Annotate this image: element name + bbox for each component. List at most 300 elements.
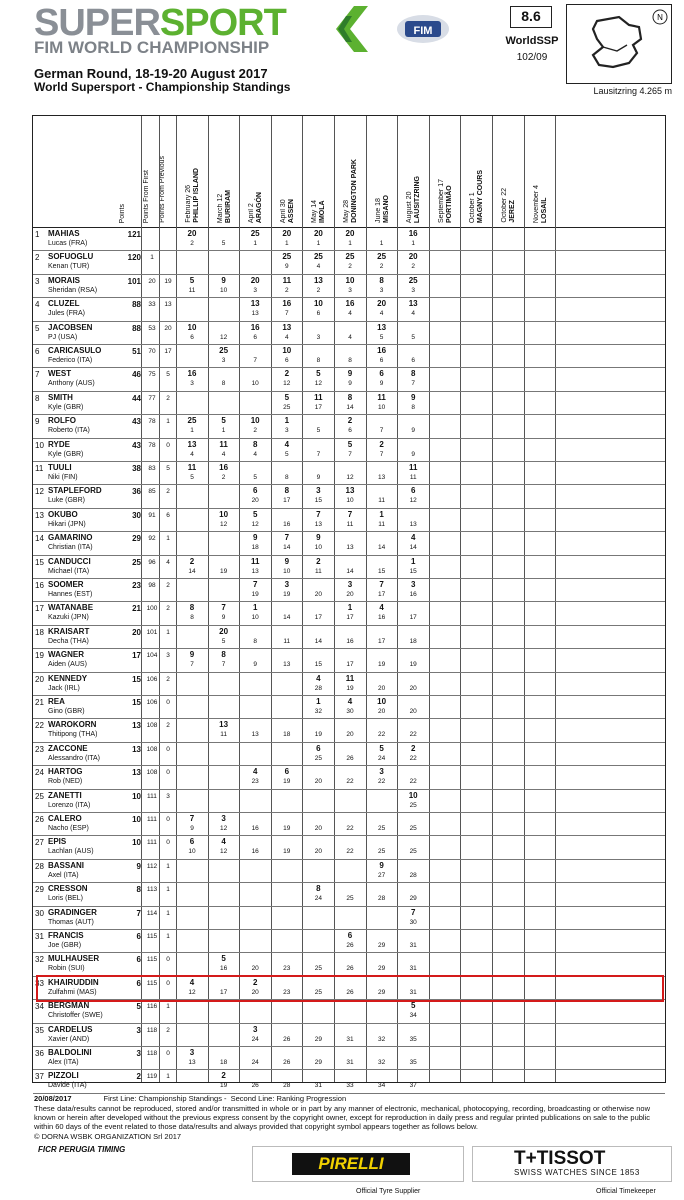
rider-surname: CALERO: [48, 814, 82, 823]
race-points: 9: [252, 533, 258, 543]
race-points: 5: [189, 275, 195, 285]
rider-points: 7: [136, 908, 141, 918]
rider-surname: KENNEDY: [48, 673, 88, 683]
points-from-first: 114: [146, 909, 158, 917]
race-ranking: 17: [346, 614, 354, 622]
race-ranking: 24: [314, 895, 322, 903]
race-ranking: 29: [314, 1035, 322, 1043]
race-points: 7: [410, 907, 416, 917]
race-ranking: 23: [283, 988, 291, 996]
race-header: May 14 IMOLA: [311, 200, 327, 223]
race-ranking: 19: [283, 848, 291, 856]
race-points: 1: [379, 509, 384, 519]
table-row: [33, 462, 665, 485]
points-from-first: 106: [146, 675, 158, 683]
points-from-first: 111: [147, 839, 157, 847]
rider-firstname-nation: Alessandro (ITA): [48, 754, 100, 762]
race-points: 5: [410, 1001, 416, 1011]
race-points: 7: [189, 814, 195, 823]
race-ranking: 32: [377, 1035, 386, 1043]
rider-points: 20: [132, 627, 141, 637]
race-points: 3: [189, 1048, 195, 1057]
race-ranking: 13: [251, 310, 259, 318]
race-ranking: 20: [314, 848, 322, 856]
rider-firstname-nation: Hannes (EST): [48, 591, 93, 598]
rider-position: 3: [35, 276, 40, 286]
race-ranking: 5: [221, 637, 226, 645]
race-points: 11: [219, 439, 228, 449]
footer-legend: 20/08/2017 First Line: Championship Standings - Second Line: Ranking Progression: [34, 1094, 347, 1103]
race-points: 3: [316, 486, 321, 496]
ficr-logo: FICR PERUGIA TIMING: [38, 1145, 126, 1154]
race-ranking: 26: [283, 1035, 291, 1043]
rider-points: 15: [132, 698, 141, 707]
race-header: October 1 MAGNY COURS: [469, 169, 485, 223]
race-ranking: 17: [283, 497, 291, 505]
race-points: 9: [316, 533, 321, 543]
race-points: 1: [316, 697, 321, 706]
legend-second-line: Second Line: Ranking Progression: [230, 1094, 347, 1103]
table-row: [33, 766, 665, 789]
points-from-first: 20: [148, 277, 156, 285]
rider-position: 24: [35, 768, 44, 778]
rider-points: 2: [136, 1072, 141, 1082]
race-ranking: 11: [346, 520, 354, 528]
race-points: 1: [252, 603, 258, 613]
race-ranking: 25: [283, 403, 291, 411]
race-ranking: 22: [409, 731, 417, 739]
rider-position: 19: [35, 651, 44, 661]
race-ranking: 18: [283, 731, 291, 739]
race-header: September 17 PORTIMÃO: [437, 179, 453, 223]
race-points: 16: [282, 299, 292, 309]
rider-firstname-nation: Axel (ITA): [48, 871, 79, 879]
rider-position: 10: [35, 440, 44, 450]
race-points: 20: [345, 229, 355, 238]
points-from-previous: 0: [166, 816, 170, 823]
rider-firstname-nation: PJ (USA): [48, 333, 78, 341]
race-ranking: 19: [346, 684, 354, 692]
race-points: 2: [189, 556, 195, 566]
rider-firstname-nation: Lorenzo (ITA): [48, 801, 91, 809]
rider-points: 23: [132, 581, 141, 590]
tissot-tagline: SWISS WATCHES SINCE 1853: [514, 1168, 640, 1177]
race-ranking: 2: [379, 263, 384, 271]
points-from-first: 112: [146, 862, 158, 870]
race-ranking: 25: [377, 848, 386, 856]
points-from-previous: 0: [166, 769, 170, 777]
race-ranking: 20: [251, 965, 259, 973]
race-ranking: 25: [409, 848, 417, 856]
table-row: [33, 275, 665, 298]
race-points: 2: [347, 416, 353, 426]
points-from-previous: 1: [166, 933, 170, 940]
table-row: [33, 415, 665, 438]
race-points: 13: [219, 720, 229, 730]
rider-points: 10: [132, 815, 141, 824]
race-ranking: 13: [346, 544, 354, 552]
points-from-first: 104: [146, 652, 158, 660]
race-ranking: 22: [409, 778, 417, 786]
rider-surname: KRAISART: [48, 626, 90, 636]
race-ranking: 19: [219, 1082, 228, 1090]
race-points: 5: [221, 954, 226, 964]
rider-points: 88: [132, 300, 141, 310]
rider-position: 20: [35, 674, 44, 684]
race-ranking: 26: [283, 1059, 291, 1066]
rider-position: 30: [35, 908, 44, 918]
race-ranking: 6: [253, 333, 257, 341]
race-points: 20: [377, 299, 387, 309]
race-ranking: 11: [188, 286, 196, 294]
race-ranking: 10: [219, 286, 228, 294]
race-ranking: 20: [314, 778, 322, 786]
race-ranking: 37: [409, 1082, 417, 1090]
race-ranking: 6: [190, 333, 194, 341]
pirelli-logo: PIRELLI: [292, 1153, 410, 1175]
race-ranking: 30: [346, 708, 354, 715]
rider-firstname-nation: Lachlan (AUS): [48, 848, 94, 856]
points-from-first: 83: [148, 465, 156, 472]
race-points: 4: [379, 603, 384, 613]
rider-position: 1: [35, 230, 40, 239]
race-points: 20: [187, 229, 197, 238]
race-points: 4: [221, 837, 226, 847]
race-ranking: 12: [219, 825, 228, 832]
rider-surname: WAGNER: [48, 650, 84, 660]
table-row: [33, 1070, 665, 1093]
rider-points: 120: [127, 253, 141, 263]
rider-surname: ZANETTI: [48, 790, 82, 800]
rider-position: 6: [35, 347, 40, 356]
race-points: 7: [252, 580, 258, 589]
race-ranking: 9: [190, 825, 194, 832]
doc-number: 8.6: [510, 6, 552, 28]
race-ranking: 12: [251, 520, 259, 528]
race-ranking: 4: [348, 310, 352, 318]
rider-firstname-nation: Rob (NED): [48, 778, 83, 786]
race-points: 8: [252, 439, 258, 449]
race-ranking: 2: [221, 474, 226, 481]
race-points: 2: [410, 743, 416, 753]
rider-position: 13: [35, 510, 44, 520]
rider-points: 6: [136, 955, 141, 965]
logo-world-championship: FIM WORLD CHAMPIONSHIP: [34, 38, 270, 57]
race-points: 11: [250, 556, 260, 566]
rider-firstname-nation: Kazuki (JPN): [48, 614, 89, 622]
race-ranking: 34: [409, 1012, 417, 1020]
race-points: 9: [284, 556, 290, 566]
race-ranking: 13: [251, 567, 259, 575]
rider-surname: WEST: [48, 369, 72, 379]
points-from-previous: 2: [166, 488, 170, 496]
race-points: 5: [284, 392, 290, 402]
rider-points: 10: [132, 791, 141, 801]
col-from-first: Points From First: [143, 169, 150, 223]
rider-surname: REA: [48, 697, 65, 706]
race-ranking: 12: [219, 333, 228, 341]
table-row: [33, 790, 665, 813]
rider-position: 16: [35, 581, 44, 590]
race-ranking: 4: [348, 333, 352, 341]
race-points: 3: [379, 767, 384, 777]
rider-surname: BALDOLINI: [48, 1048, 92, 1057]
rider-points: 8: [136, 885, 141, 895]
rider-firstname-nation: Decha (THA): [48, 637, 89, 645]
race-ranking: 31: [346, 1035, 354, 1043]
race-ranking: 3: [379, 286, 384, 294]
race-ranking: 11: [378, 497, 385, 505]
highlight-box: [36, 975, 664, 1002]
race-points: 10: [219, 509, 229, 519]
race-ranking: 20: [314, 825, 322, 832]
race-ranking: 14: [377, 544, 386, 552]
race-ranking: 19: [283, 778, 291, 786]
rider-surname: CRESSON: [48, 884, 88, 894]
rider-position: 36: [35, 1049, 44, 1058]
rider-surname: ZACCONE: [48, 743, 88, 753]
rider-surname: KHAIRUDDIN: [48, 977, 99, 987]
race-points: 10: [313, 299, 323, 309]
points-from-first: 108: [146, 722, 158, 730]
points-from-previous: 1: [166, 535, 170, 543]
race-ranking: 3: [348, 286, 352, 294]
race-points: 25: [282, 252, 292, 262]
footer-disclaimer: These data/results cannot be reproduced, stored and/or transmitted in whole or in part by any manner of electronic, mechanical, photocopying, recording, broadcasting or otherwise now known or herein after developed without the previous express consent by the copyright owner, except for reproduction in daily press and regular printed publications on sale to the public within 60 days of the event related to those data/results and always provided that copyright symbol appears together as follows below.: [34, 1104, 650, 1131]
rider-surname: CANDUCCI: [48, 556, 91, 566]
race-points: 20: [408, 252, 418, 262]
race-points: 20: [250, 275, 260, 285]
rider-points: 13: [132, 744, 141, 754]
race-points: 7: [221, 603, 226, 613]
race-ranking: 15: [377, 567, 386, 575]
race-ranking: 10: [251, 380, 259, 388]
rider-surname: HARTOG: [48, 767, 83, 777]
race-ranking: 7: [411, 380, 415, 388]
race-points: 25: [187, 416, 197, 426]
race-ranking: 6: [284, 357, 289, 364]
rider-surname: JACOBSEN: [48, 322, 93, 332]
race-ranking: 14: [188, 567, 196, 575]
race-ranking: 9: [411, 427, 415, 435]
rider-firstname-nation: Federico (ITA): [48, 357, 93, 364]
race-ranking: 35: [409, 1035, 417, 1043]
race-ranking: 13: [314, 520, 322, 528]
rider-points: 121: [127, 230, 141, 239]
race-ranking: 25: [314, 988, 322, 996]
race-ranking: 14: [346, 403, 354, 411]
points-from-previous: 1: [166, 862, 170, 870]
race-ranking: 20: [409, 684, 417, 692]
race-points: 8: [284, 486, 290, 496]
race-ranking: 1: [316, 240, 321, 247]
points-from-previous: 13: [164, 301, 172, 309]
race-ranking: 8: [253, 637, 257, 645]
race-ranking: 13: [251, 731, 259, 739]
rider-surname: RYDE: [48, 439, 70, 449]
race-points: 6: [252, 486, 258, 496]
race-ranking: 10: [251, 614, 259, 622]
rider-position: 26: [35, 815, 44, 824]
race-ranking: 4: [316, 263, 321, 271]
rider-firstname-nation: Thitipong (THA): [48, 731, 98, 739]
rider-surname: STAPLEFORD: [48, 486, 102, 496]
race-ranking: 8: [221, 380, 226, 388]
race-points: 9: [379, 860, 384, 870]
rider-surname: TUULI: [48, 463, 72, 472]
race-ranking: 1: [253, 240, 257, 247]
rider-position: 2: [35, 253, 40, 263]
rider-firstname-nation: Kenan (TUR): [48, 263, 90, 271]
race-ranking: 17: [346, 661, 354, 669]
race-ranking: 7: [190, 661, 194, 669]
rider-position: 7: [35, 370, 40, 380]
rider-position: 22: [35, 721, 44, 731]
rider-firstname-nation: Roberto (ITA): [48, 427, 90, 435]
race-ranking: 32: [377, 1059, 386, 1066]
race-ranking: 19: [251, 591, 259, 598]
race-ranking: 3: [253, 286, 257, 294]
rider-position: 25: [35, 791, 44, 801]
points-from-previous: 1: [166, 886, 170, 894]
table-row: [33, 298, 665, 321]
race-points: 6: [316, 743, 321, 753]
table-row: [33, 1047, 665, 1070]
table-row: [33, 602, 665, 625]
race-points: 7: [284, 533, 290, 543]
race-ranking: 19: [283, 825, 291, 832]
race-ranking: 5: [190, 474, 194, 481]
race-points: 10: [250, 416, 260, 426]
race-ranking: 24: [251, 1035, 259, 1043]
race-ranking: 19: [377, 661, 386, 669]
rider-firstname-nation: Thomas (AUT): [48, 918, 94, 926]
rider-points: 13: [132, 768, 141, 778]
table-row: [33, 1000, 665, 1023]
race-points: 20: [219, 626, 229, 636]
tissot-logo: T+TISSOT: [514, 1148, 606, 1169]
race-ranking: 5: [316, 427, 321, 435]
race-ranking: 12: [283, 380, 291, 388]
race-header: March 12 BURIRAM: [216, 189, 232, 223]
race-ranking: 7: [379, 427, 384, 435]
track-length: Lausitzring 4.265 m: [593, 86, 672, 96]
rider-surname: BERGMAN: [48, 1001, 90, 1011]
points-from-previous: 5: [166, 465, 170, 472]
race-points: 2: [379, 439, 384, 449]
table-row: [33, 883, 665, 906]
race-points: 20: [282, 229, 292, 238]
race-points: 7: [347, 509, 353, 519]
col-from-previous: Points From Previous: [159, 156, 166, 223]
race-header: May 28 DONINGTON PARK: [343, 159, 358, 223]
rider-position: 18: [35, 627, 44, 637]
race-points: 2: [316, 556, 321, 566]
race-ranking: 28: [409, 871, 417, 879]
page-title: German Round, 18-19-20 August 2017: [34, 66, 268, 81]
race-ranking: 31: [409, 988, 417, 996]
race-ranking: 13: [409, 520, 417, 528]
race-ranking: 27: [377, 871, 386, 879]
race-ranking: 14: [283, 614, 291, 622]
race-points: 9: [410, 392, 416, 402]
race-points: 16: [377, 346, 387, 355]
points-from-first: 96: [148, 558, 156, 566]
race-ranking: 4: [221, 450, 226, 458]
race-ranking: 31: [409, 965, 417, 973]
race-ranking: 12: [219, 848, 228, 856]
rider-points: 38: [132, 464, 141, 473]
points-from-previous: 0: [166, 441, 170, 449]
rider-surname: SMITH: [48, 392, 73, 402]
race-ranking: 11: [283, 637, 291, 645]
table-row: [33, 907, 665, 930]
points-from-first: 78: [148, 418, 156, 426]
rider-surname: WAROKORN: [48, 720, 97, 730]
rider-points: 36: [132, 487, 141, 497]
race-ranking: 17: [377, 591, 386, 598]
race-ranking: 1: [411, 240, 415, 247]
table-row: [33, 953, 665, 976]
race-ranking: 4: [379, 310, 384, 318]
race-ranking: 11: [409, 474, 417, 481]
race-ranking: 3: [411, 286, 415, 294]
rider-surname: GAMARINO: [48, 533, 93, 543]
table-row: [33, 696, 665, 719]
table-row: [33, 860, 665, 883]
rider-position: 15: [35, 557, 44, 567]
points-from-first: 115: [146, 933, 158, 940]
race-points: 6: [189, 837, 195, 847]
rider-firstname-nation: Zulfahmi (MAS): [48, 988, 97, 996]
race-ranking: 23: [283, 965, 291, 973]
rider-firstname-nation: Luke (GBR): [48, 497, 85, 505]
rider-position: 35: [35, 1025, 44, 1035]
points-from-previous: 0: [166, 956, 170, 964]
race-points: 1: [284, 416, 290, 426]
rider-points: 51: [132, 347, 141, 356]
race-points: 8: [316, 884, 321, 894]
legend-first-line: First Line: Championship Standings: [103, 1094, 222, 1103]
race-ranking: 12: [219, 520, 228, 528]
race-ranking: 26: [346, 942, 354, 949]
race-points: 20: [313, 229, 323, 238]
points-from-previous: 20: [164, 324, 172, 332]
race-header: June 18 MISANO: [374, 195, 390, 223]
race-ranking: 35: [409, 1059, 417, 1066]
points-from-first: 116: [146, 1003, 158, 1011]
race-points: 25: [313, 252, 323, 262]
rider-position: 21: [35, 698, 44, 707]
race-ranking: 19: [219, 567, 228, 575]
race-ranking: 25: [314, 754, 322, 762]
points-from-first: 118: [146, 1050, 158, 1057]
table-row: [33, 1024, 665, 1047]
race-points: 25: [345, 252, 355, 262]
race-ranking: 3: [221, 357, 226, 364]
race-points: 2: [252, 977, 258, 987]
race-ranking: 14: [409, 544, 417, 552]
rider-firstname-nation: Christoffer (SWE): [48, 1012, 103, 1020]
race-ranking: 17: [219, 988, 228, 996]
race-ranking: 25: [314, 965, 322, 973]
race-ranking: 6: [411, 357, 415, 364]
points-from-first: 70: [148, 348, 156, 355]
race-points: 13: [187, 439, 197, 449]
race-ranking: 22: [346, 848, 354, 856]
race-ranking: 8: [284, 474, 289, 481]
race-ranking: 12: [188, 988, 196, 996]
